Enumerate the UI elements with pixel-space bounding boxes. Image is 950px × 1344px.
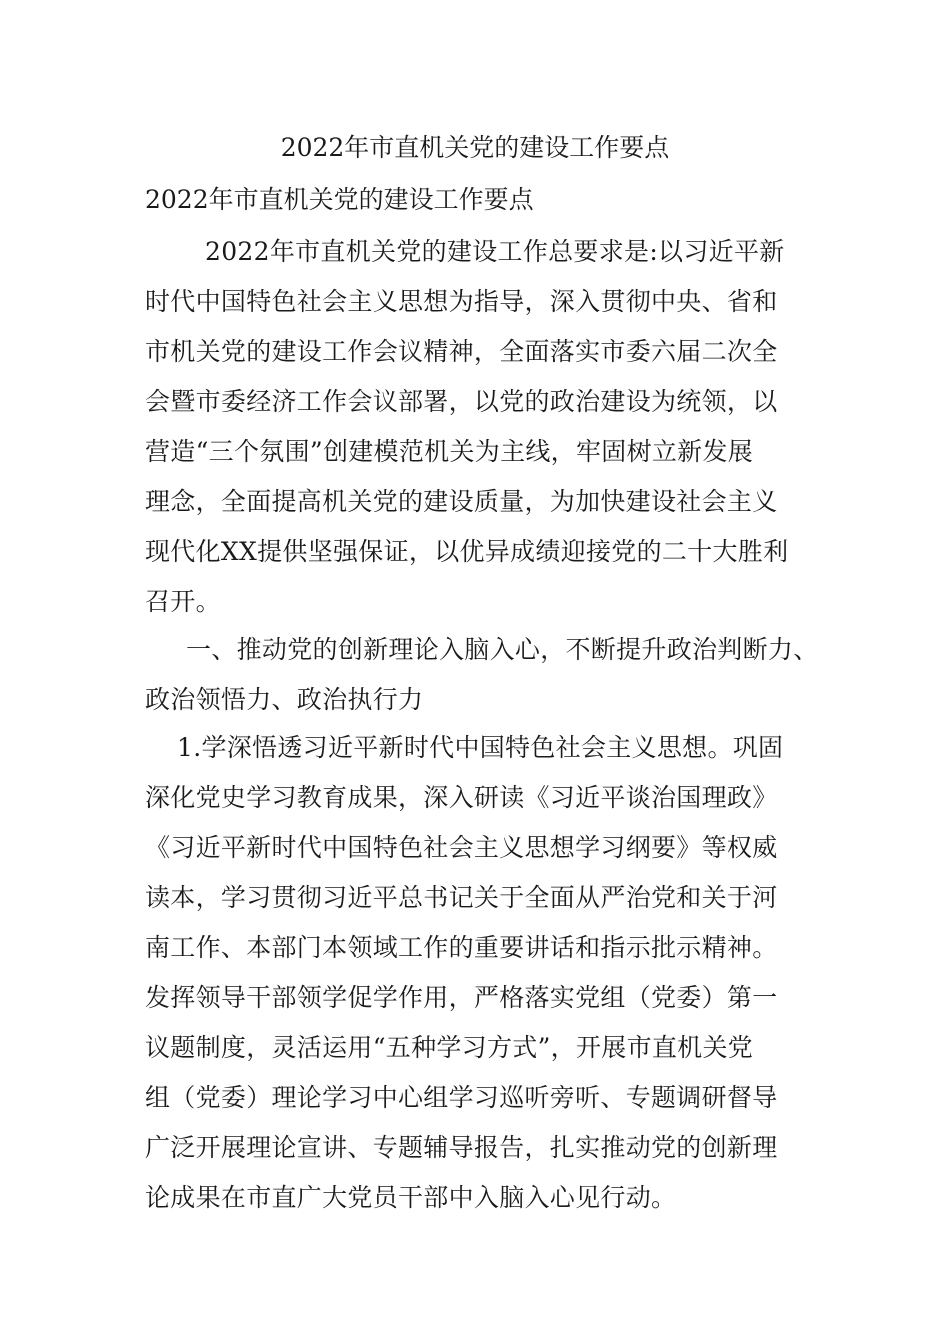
section-heading-line: 一、推动党的创新理论入脑入心，不断提升政治判断力、 [186,635,819,664]
item-line: 发挥领导干部领学促学作用，严格落实党组（党委）第一 [145,983,778,1012]
paragraph-line: 营造“三个氛围”创建模范机关为主线，牢固树立新发展 [145,437,754,466]
item-line: 《习近平新时代中国特色社会主义思想学习纲要》等权威 [145,833,778,862]
item-line: 论成果在市直广大党员干部中入脑入心见行动。 [145,1183,677,1212]
paragraph-line: 召开。 [145,587,221,616]
paragraph-line: 会暨市委经济工作会议部署，以党的政治建设为统领，以 [145,387,778,416]
paragraph-line: 时代中国特色社会主义思想为指导，深入贯彻中央、省和 [145,287,778,316]
item-line: 1.学深悟透习近平新时代中国特色社会主义思想。巩固 [177,733,784,762]
paragraph-line: 2022年市直机关党的建设工作总要求是:以习近平新 [205,237,785,266]
paragraph-line: 市机关党的建设工作会议精神，全面落实市委六届二次全 [145,337,778,366]
paragraph-line: 理念，全面提高机关党的建设质量，为加快建设社会主义 [145,487,778,516]
item-line: 深化党史学习教育成果，深入研读《习近平谈治国理政》 [145,783,778,812]
item-line: 组（党委）理论学习中心组学习巡听旁听、专题调研督导 [145,1083,778,1112]
paragraph-line: 现代化XX提供坚强保证，以优异成绩迎接党的二十大胜利 [145,537,789,566]
item-line: 南工作、本部门本领域工作的重要讲话和指示批示精神。 [145,933,778,962]
item-line: 议题制度，灵活运用“五种学习方式”，开展市直机关党 [145,1033,754,1062]
item-line: 广泛开展理论宣讲、专题辅导报告，扎实推动党的创新理 [145,1133,778,1162]
item-line: 读本，学习贯彻习近平总书记关于全面从严治党和关于河 [145,883,778,912]
section-heading-line: 政治领悟力、政治执行力 [145,685,424,714]
document-subtitle: 2022年市直机关党的建设工作要点 [145,185,534,214]
document-title: 2022年市直机关党的建设工作要点 [280,133,670,162]
